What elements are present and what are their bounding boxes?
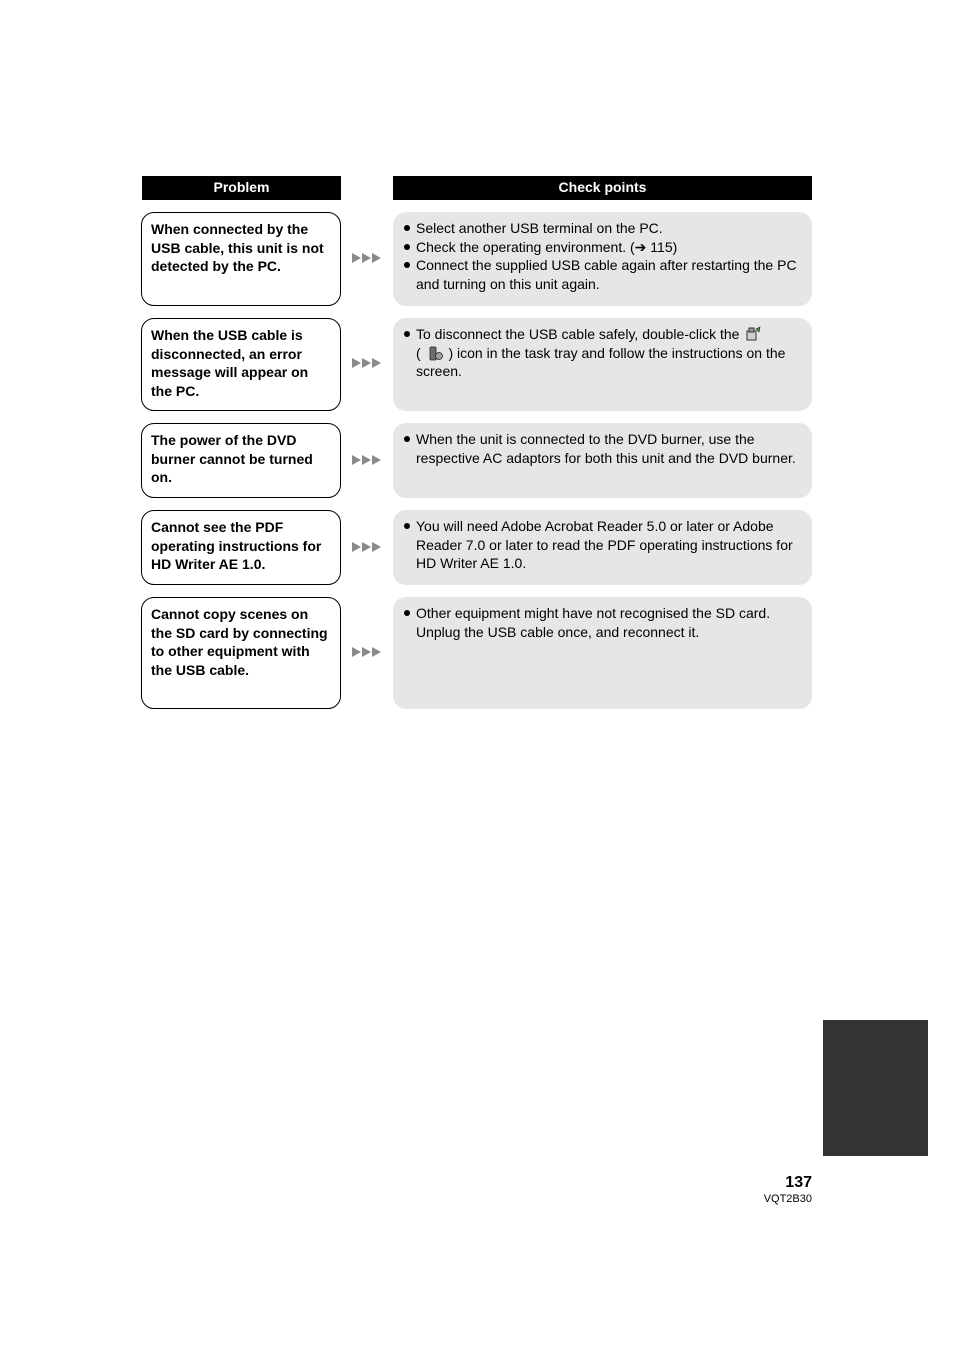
section-side-tab <box>823 1020 928 1156</box>
check-point-item <box>403 325 800 381</box>
document-code: VQT2B30 <box>763 1193 812 1205</box>
problem-cell: The power of the DVD burner cannot be turned on. <box>141 423 341 498</box>
page-number: 137 <box>785 1174 812 1191</box>
check-points-cell <box>393 318 812 411</box>
check-points-cell <box>393 212 812 306</box>
check-points-column-header: Check points <box>393 176 812 200</box>
check-point-item: Connect the supplied USB cable again after restarting the PC and turning on this unit again. <box>403 256 800 293</box>
problem-cell: When connected by the USB cable, this unit is not detected by the PC. <box>141 212 341 306</box>
triple-arrow-icon <box>352 252 384 264</box>
problem-cell: Cannot see the PDF operating instructions for HD Writer AE 1.0. <box>141 510 341 585</box>
problem-cell: When the USB cable is disconnected, an error message will appear on the PC. <box>141 318 341 411</box>
check-points-cell <box>393 597 812 709</box>
check-point-item: You will need Adobe Acrobat Reader 5.0 or later or Adobe Reader 7.0 or later to read the PDF operating instructions for HD Writer AE 1.0. <box>403 517 800 573</box>
problem-column-header: Problem <box>142 176 341 200</box>
check-point-item: Check the operating environment. (➔ 115) <box>403 238 800 257</box>
eject-device-icon <box>426 345 444 361</box>
triple-arrow-icon <box>352 541 384 553</box>
triple-arrow-icon <box>352 357 384 369</box>
check-point-item: Select another USB terminal on the PC. <box>403 219 800 238</box>
check-point-text: ) icon in the task tray and follow the instructions on the screen. <box>416 344 786 379</box>
check-point-item: When the unit is connected to the DVD burner, use the respective AC adaptors for both this unit and the DVD burner. <box>403 430 800 467</box>
check-point-item: Other equipment might have not recognised the SD card. Unplug the USB cable once, and reconnect it. <box>403 604 800 641</box>
triple-arrow-icon <box>352 646 384 658</box>
triple-arrow-icon <box>352 454 384 466</box>
safely-remove-hardware-icon <box>744 326 762 342</box>
check-points-cell <box>393 423 812 498</box>
problem-cell: Cannot copy scenes on the SD card by connecting to other equipment with the USB cable. <box>141 597 341 709</box>
check-points-cell <box>393 510 812 585</box>
check-point-text: ( <box>416 344 421 361</box>
check-point-text: To disconnect the USB cable safely, double-click the <box>416 326 740 342</box>
